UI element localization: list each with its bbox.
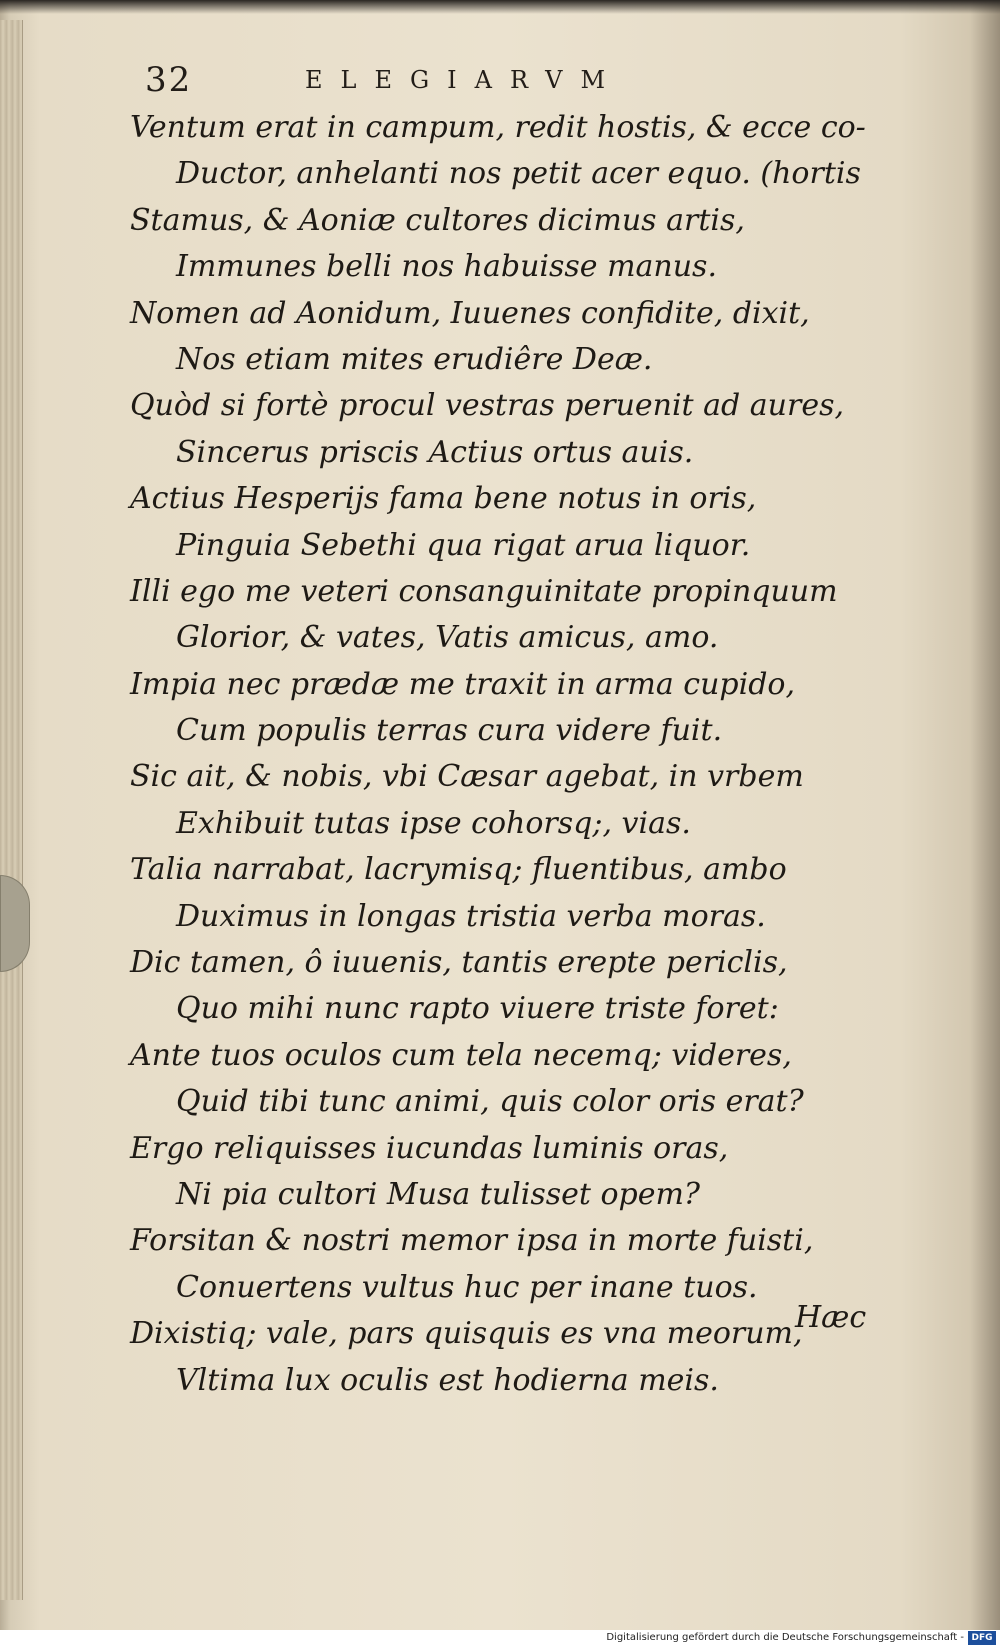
verse-line: Glorior, & vates, Vatis amicus, amo. (176, 620, 719, 656)
verse-line: Ergo reliquisses iucundas luminis oras, (130, 1130, 729, 1166)
page-shadow (970, 0, 1000, 1630)
running-title: ELEGIARVM (305, 66, 624, 94)
verse-line: Quid tibi tunc animi, quis color oris erat? (176, 1084, 804, 1120)
verse-line: Cum populis terras cura videre fuit. (176, 713, 723, 749)
verse-line: Nomen ad Aonidum, Iuuenes confidite, dixit, (130, 295, 810, 331)
verse-line: Ductor, anhelanti nos petit acer equo. (hortis (176, 156, 861, 192)
verse-line: Dixistiq; vale, pars quisquis es vna meorum, (130, 1316, 803, 1352)
verse-line: Impia nec prædæ me traxit in arma cupido, (130, 666, 796, 702)
verse-line: Dic tamen, ô iuuenis, tantis erepte periclis, (130, 945, 788, 981)
top-shadow (0, 0, 1000, 14)
catchword: Hæc (795, 1300, 867, 1335)
verse-line: Quo mihi nunc rapto viuere triste foret: (176, 991, 779, 1027)
verse-line: Duximus in longas tristia verba moras. (176, 898, 766, 934)
verse-line: Ventum erat in campum, redit hostis, & ecce co- (130, 110, 866, 145)
verse-line: Ante tuos oculos cum tela necemq; videres, (130, 1037, 792, 1073)
verse-line: Exhibuit tutas ipse cohorsq;, vias. (176, 805, 691, 841)
verse-line: Conuertens vultus huc per inane tuos. (176, 1269, 758, 1305)
verse-line: Vltima lux oculis est hodierna meis. (176, 1362, 719, 1398)
verse-line: Immunes belli nos habuisse manus. (176, 249, 717, 285)
verse-line: Talia narrabat, lacrymisq; fluentibus, ambo (130, 852, 787, 888)
page-clip (0, 875, 30, 972)
verse-line: Nos etiam mites erudiêre Deæ. (176, 341, 653, 377)
verse-line: Sic ait, & nobis, vbi Cæsar agebat, in vrbem (130, 759, 804, 795)
verse-line: Forsitan & nostri memor ipsa in morte fuisti, (130, 1223, 814, 1259)
verse-line: Ni pia cultori Musa tulisset opem? (176, 1176, 701, 1212)
page-number: 32 (145, 60, 193, 100)
verse-block (130, 105, 910, 1404)
verse-line: Quòd si fortè procul vestras peruenit ad aures, (130, 388, 845, 424)
verse-line: Stamus, & Aoniæ cultores dicimus artis, (130, 202, 745, 238)
verse-line: Actius Hesperijs fama bene notus in oris, (130, 481, 757, 517)
footer-credit: Digitalisierung gefördert durch die Deutsche Forschungsgemeinschaft - (606, 1632, 964, 1643)
dfg-logo: DFG (968, 1631, 996, 1645)
page-header (145, 60, 845, 100)
verse-line: Sincerus priscis Actius ortus auis. (176, 434, 694, 470)
verse-line: Pinguia Sebethi qua rigat arua liquor. (176, 527, 751, 563)
page-edge (0, 20, 23, 1600)
verse-line: Illi ego me veteri consanguinitate propinquum (130, 573, 838, 609)
